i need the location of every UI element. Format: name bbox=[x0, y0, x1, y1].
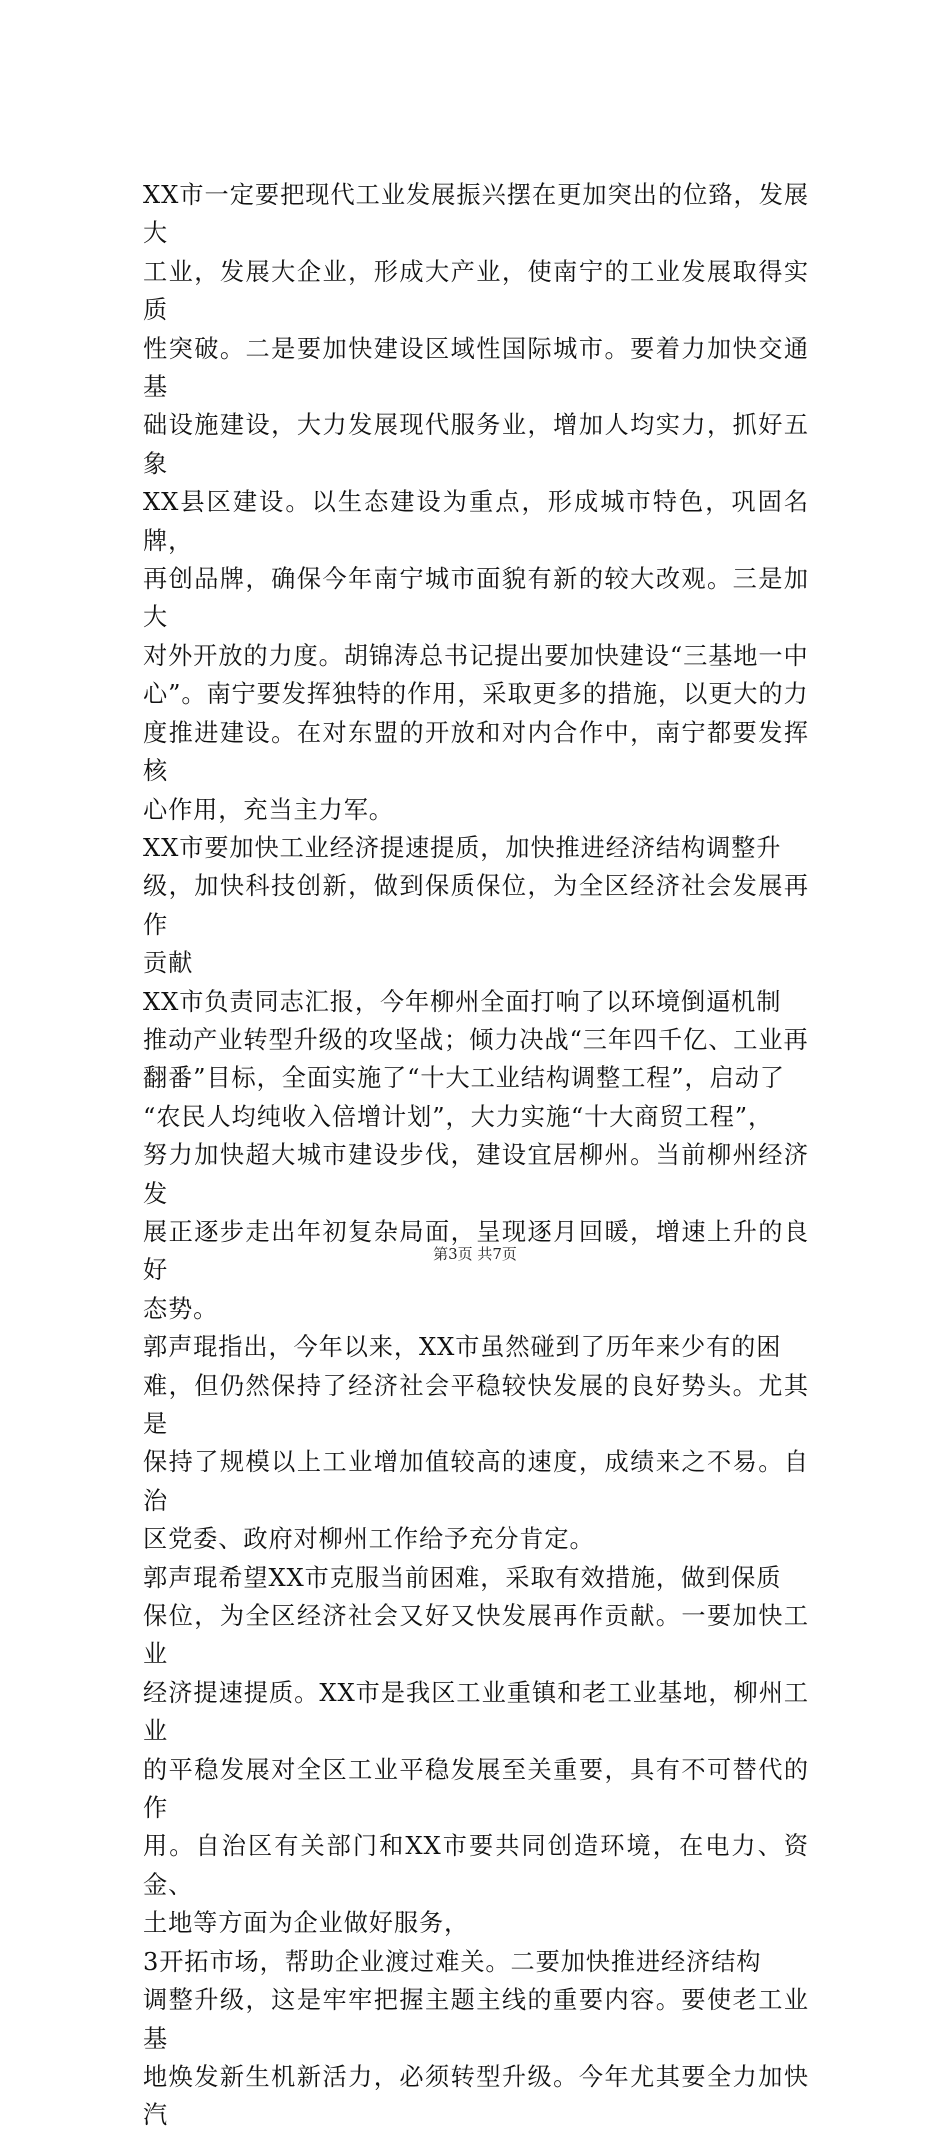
document-body bbox=[143, 176, 809, 2135]
paragraph-6: 3开拓市场，帮助企业渡过难关。二要加快推进经济结构 调整升级，这是牢牢把握主题主线的重要内容。要使老工业基 地焕发新生机新活力，必须转型升级。今年尤其要全力加快汽 bbox=[143, 1947, 809, 2130]
paragraph-1: XX市一定要把现代工业发展振兴摆在更加突出的位臵，发展大 工业，发展大企业，形成大产业，使南宁的工业发展取得实质 性突破。二是要加快建设区域性国际城市。要着力加快交通基 础设施建设，大力发展现代服务业，增加人均实力，抓好五象 XX县区建设。以生态建设为重点，形成城市特色，巩固名牌， 再创品牌，确保今年南宁城市面貌有新的较大改观。三是加大 对外开放的力度。胡锦涛总书记提出要加快建设“三基地一中 心”。南宁要发挥独特的作用，采取更多的措施，以更大的力 度推进建设。在对东盟的开放和对内合作中，南宁都要发挥核 心作用，充当主力军。 bbox=[143, 181, 809, 824]
paragraph-2: XX市要加快工业经济提速提质，加快推进经济结构调整升 级，加快科技创新，做到保质保位，为全区经济社会发展再作 贡献 bbox=[143, 833, 809, 978]
paragraph-3: XX市负责同志汇报，今年柳州全面打响了以环境倒逼机制 推动产业转型升级的攻坚战；倾力决战“三年四千亿、工业再 翻番”目标，全面实施了“十大工业结构调整工程”，启动了 “农民人均纯收入倍增计划”，大力实施“十大商贸工程”， 努力加快超大城市建设步伐，建设宜居柳州。当前柳州经济发 展正逐步走出年初复杂局面，呈现逐月回暖，增速上升的良好 态势。 bbox=[143, 987, 809, 1323]
paragraph-5: 郭声琨希望XX市克服当前困难，采取有效措施，做到保质 保位，为全区经济社会又好又快发展再作贡献。一要加快工业 经济提速提质。XX市是我区工业重镇和老工业基地，柳州工业 的平稳发展对全区工业平稳发展至关重要，具有不可替代的作 用。自治区有关部门和XX市要共同创造环境，在电力、资金、 土地等方面为企业做好服务， bbox=[143, 1563, 809, 1938]
page-number-footer: 第3页 共7页 bbox=[433, 1245, 517, 1263]
paragraph-4: 郭声琨指出，今年以来，XX市虽然碰到了历年来少有的困 难，但仍然保持了经济社会平稳较快发展的良好势头。尤其是 保持了规模以上工业增加值较高的速度，成绩来之不易。自治 区党委、政府对柳州工作给予充分肯定。 bbox=[143, 1333, 809, 1554]
